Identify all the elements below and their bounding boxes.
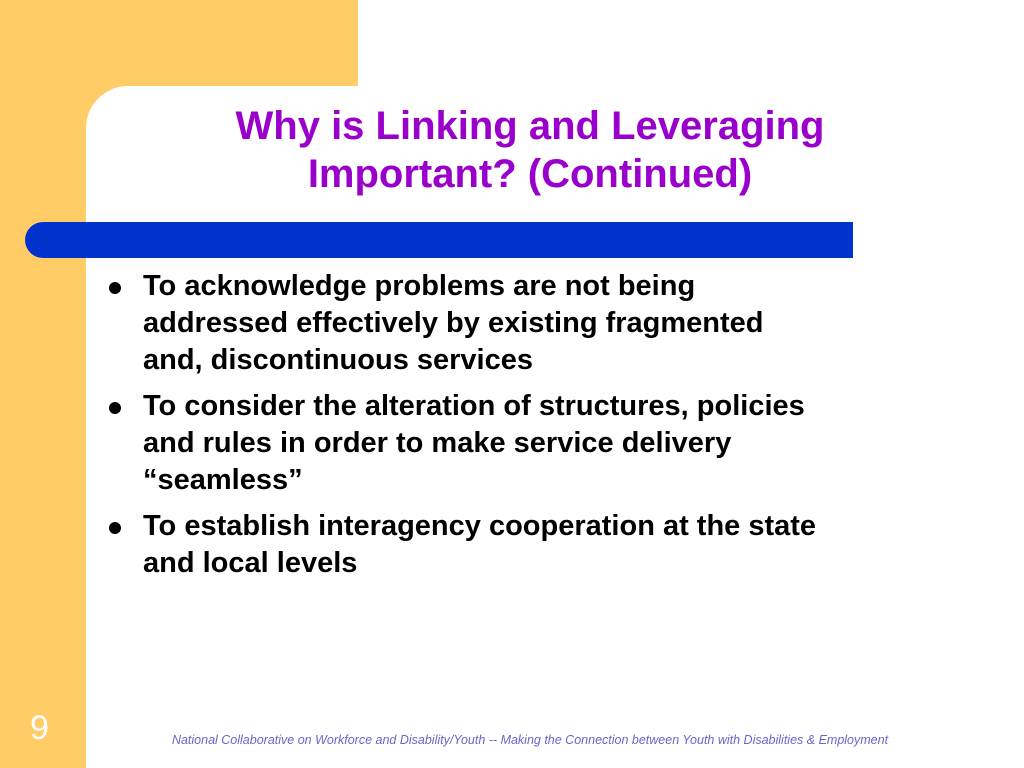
bullet-dot-icon: [109, 282, 121, 294]
bullet-line: and, discontinuous services: [143, 344, 533, 376]
bullet-list: [105, 268, 965, 591]
bullet-dot-icon: [109, 522, 121, 534]
bullet-line: “seamless”: [143, 464, 303, 496]
bullet-line: To acknowledge problems are not being: [143, 270, 696, 302]
title-divider-bar: [25, 222, 853, 258]
slide-title-line: Why is Linking and Leveraging: [235, 104, 825, 148]
slide-title-line: Important? (Continued): [307, 152, 753, 196]
bullet-item: [105, 268, 965, 379]
bullet-line: addressed effectively by existing fragmented: [143, 307, 764, 339]
bullet-line: and rules in order to make service delivery: [143, 427, 732, 459]
bullet-line: To consider the alteration of structures, policies: [143, 390, 805, 422]
bullet-dot-icon: [109, 402, 121, 414]
bullet-item: [105, 508, 965, 582]
bullet-line: and local levels: [143, 547, 358, 579]
slide-title: [130, 102, 930, 198]
page-number: 9: [30, 709, 49, 747]
bullet-item: [105, 388, 965, 499]
footer-text: National Collaborative on Workforce and Disability/Youth -- Making the Connection between Youth with Disabilities & Employment: [171, 733, 889, 747]
bullet-line: To establish interagency cooperation at the state: [143, 510, 817, 542]
